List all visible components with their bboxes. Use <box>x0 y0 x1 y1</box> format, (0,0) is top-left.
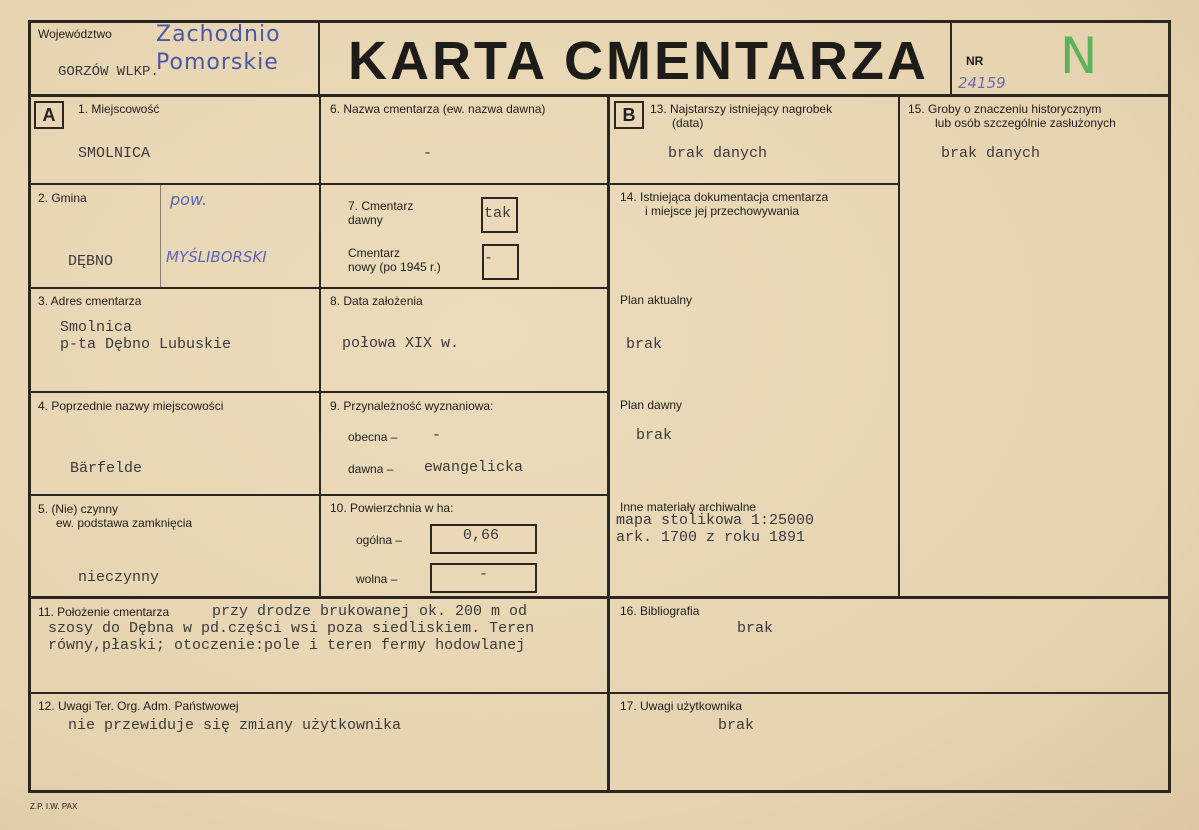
row-line-3 <box>28 391 609 393</box>
field-10-label: 10. Powierzchnia w ha: <box>330 501 454 515</box>
field-13-value: brak danych <box>668 145 768 162</box>
field-16-label: 16. Bibliografia <box>620 604 700 618</box>
header-divider <box>28 94 1171 97</box>
nr-mark: N <box>1060 27 1098 85</box>
header-vline-2 <box>950 20 952 96</box>
field-17-label: 17. Uwagi użytkownika <box>620 699 743 713</box>
printer-footer: Z.P. I.W. PAX <box>30 802 78 811</box>
field-11-value-line2: szosy do Dębna w pd.części wsi poza siedliskiem. Teren <box>48 620 535 637</box>
wojewodztwo-stamp-line2: Pomorskie <box>156 50 279 75</box>
header-vline-1 <box>318 20 320 96</box>
inne-materialy-value-line2: ark. 1700 z roku 1891 <box>616 529 806 546</box>
field-9-obecna-value: - <box>432 427 442 444</box>
field-11-value-line1: przy drodze brukowanej ok. 200 m od <box>212 603 528 620</box>
row-line-5 <box>28 596 1171 599</box>
field-5-value: nieczynny <box>78 569 160 586</box>
field-13-label-line1: 13. Najstarszy istniejący nagrobek <box>650 102 833 116</box>
field-15-label-line1: 15. Groby o znaczeniu historycznym <box>908 102 1102 116</box>
field-7-label1b: dawny <box>348 213 383 227</box>
col-divider-1 <box>319 95 321 597</box>
section-b-marker: B <box>614 101 644 129</box>
field-12-label: 12. Uwagi Ter. Org. Adm. Państwowej <box>38 699 239 713</box>
field-10-wolna-value: - <box>479 566 489 583</box>
wojewodztwo-label: Województwo <box>38 27 112 41</box>
field-1-label: 1. Miejscowość <box>78 102 160 116</box>
field-7-label2b: nowy (po 1945 r.) <box>348 260 441 274</box>
col-divider-3 <box>898 95 900 597</box>
field-10-ogolna-label: ogólna – <box>356 533 403 547</box>
card-title: KARTA CMENTARZA <box>348 31 929 91</box>
field-7-label1: 7. Cmentarz <box>348 199 414 213</box>
field-14-label-line2: i miejsce jej przechowywania <box>645 204 800 218</box>
plan-dawny-label: Plan dawny <box>620 398 683 412</box>
field-1-value: SMOLNICA <box>78 145 151 162</box>
field-9-dawna-value: ewangelicka <box>424 459 524 476</box>
field-2-label: 2. Gmina <box>38 191 87 205</box>
field-4-value: Bärfelde <box>70 460 143 477</box>
field-3-value-line2: p-ta Dębno Lubuskie <box>60 336 232 353</box>
field-14-label-line1: 14. Istniejąca dokumentacja cmentarza <box>620 190 829 204</box>
field-11-value-line3: równy,płaski; otoczenie:pole i teren fermy hodowlanej <box>48 637 526 654</box>
field-7-value1: tak <box>484 205 512 222</box>
field-2-value: DĘBNO <box>68 253 114 270</box>
field-15-value: brak danych <box>941 145 1041 162</box>
plan-dawny-value: brak <box>636 427 673 444</box>
field-6-label: 6. Nazwa cmentarza (ew. nazwa dawna) <box>330 102 546 116</box>
section-a-marker: A <box>34 101 64 129</box>
field-6-value: - <box>423 145 433 162</box>
inne-materialy-label: Inne materiały archiwalne <box>620 500 757 514</box>
row-line-6 <box>28 692 1171 694</box>
row-line-4 <box>28 494 609 496</box>
nr-label: NR <box>966 54 984 68</box>
field-15-label-line2: lub osób szczególnie zasłużonych <box>935 116 1116 130</box>
field-9-obecna-label: obecna – <box>348 430 398 444</box>
field-10-ogolna-value: 0,66 <box>463 527 500 544</box>
gmina-inner-vline <box>160 185 161 287</box>
inne-materialy-value-line1: mapa stolikowa 1:25000 <box>616 512 815 529</box>
frame-right <box>1168 20 1171 792</box>
col-divider-2 <box>607 95 610 792</box>
row-line-1 <box>28 183 609 185</box>
field-2-powiat: MYŚLIBORSKI <box>166 248 267 266</box>
field-9-label: 9. Przynależność wyznaniowa: <box>330 399 494 413</box>
wojewodztwo-typed: GORZÓW WLKP. <box>58 64 159 80</box>
field-10-wolna-label: wolna – <box>356 572 398 586</box>
field-5-label-line1: 5. (Nie) czynny <box>38 502 119 516</box>
field-8-value: połowa XIX w. <box>342 335 460 352</box>
frame-left <box>28 20 31 792</box>
field-3-value-line1: Smolnica <box>60 319 133 336</box>
field-7-label2: Cmentarz <box>348 246 401 260</box>
field-7-value2: - <box>484 250 494 267</box>
nr-handwritten: 24159 <box>958 74 1006 92</box>
field-8-label: 8. Data założenia <box>330 294 423 308</box>
plan-aktualny-value: brak <box>626 336 663 353</box>
field-13-label-line2: (data) <box>672 116 704 130</box>
field-11-label: 11. Położenie cmentarza <box>38 605 170 619</box>
plan-aktualny-label: Plan aktualny <box>620 293 693 307</box>
field-5-label-line2: ew. podstawa zamknięcia <box>56 516 193 530</box>
row-line-1b <box>609 183 899 185</box>
field-2-pow: pow. <box>170 190 208 209</box>
row-line-2 <box>28 287 609 289</box>
wojewodztwo-stamp-line1: Zachodnio <box>156 22 281 47</box>
field-12-value: nie przewiduje się zmiany użytkownika <box>68 717 402 734</box>
field-3-label: 3. Adres cmentarza <box>38 294 142 308</box>
field-4-label: 4. Poprzednie nazwy miejscowości <box>38 399 224 413</box>
frame-bottom <box>28 790 1171 793</box>
field-17-value: brak <box>718 717 755 734</box>
field-9-dawna-label: dawna – <box>348 462 394 476</box>
field-16-value: brak <box>737 620 774 637</box>
